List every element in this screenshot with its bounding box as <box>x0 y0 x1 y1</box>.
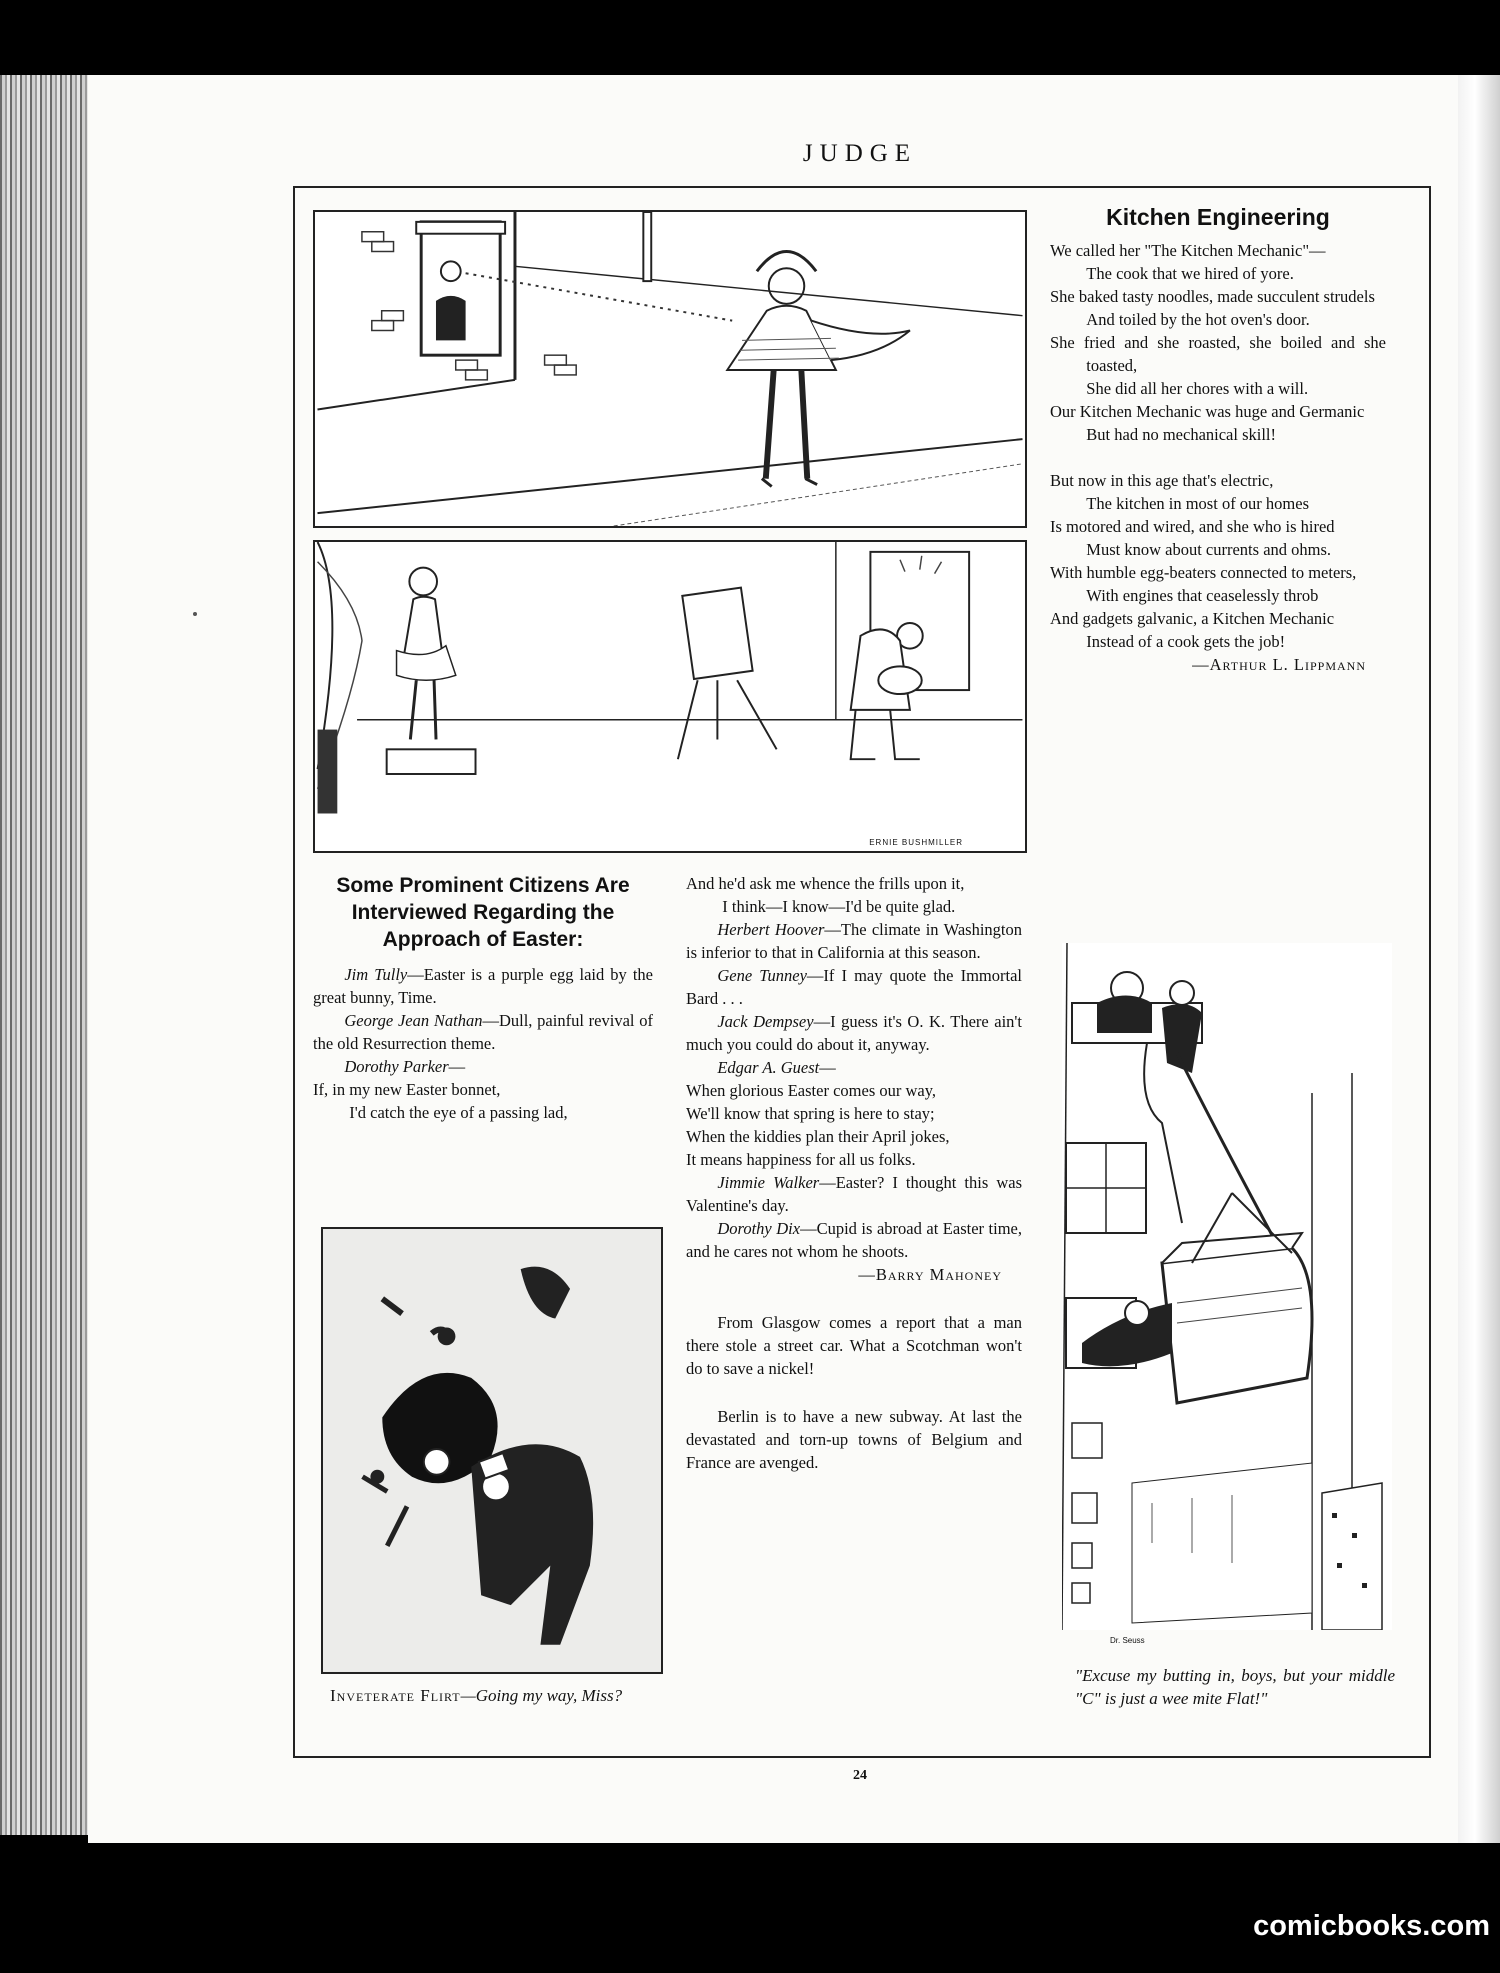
verse-line: If, in my new Easter bonnet, <box>313 1080 501 1099</box>
verse-line: We'll know that spring is here to stay; <box>686 1104 935 1123</box>
poem-line: With humble egg-beaters connected to meters, <box>1050 563 1357 582</box>
name-tully: Jim Tully <box>344 965 408 984</box>
panel-signature: ERNIE BUSHMILLER <box>869 838 963 847</box>
interviews-attribution: —Barry Mahoney <box>858 1265 1002 1284</box>
text-nathan: —Dull, painful revival of the old Resurrection theme. <box>313 1011 653 1053</box>
flirt-caption-title: Inveterate Flirt <box>330 1686 461 1705</box>
scan-speck <box>193 612 197 616</box>
text-dix: —Cupid is abroad at Easter time, and he cares not whom he shoots. <box>686 1219 1022 1261</box>
poem-line: And toiled by the hot oven's door. <box>1086 310 1310 329</box>
kitchen-poem-column <box>1050 204 1386 676</box>
poem-line: She did all her chores with a will. <box>1086 379 1309 398</box>
piano-hoist-icon <box>1062 943 1392 1630</box>
poem-line: But now in this age that's electric, <box>1050 471 1274 490</box>
dash-guest: — <box>819 1058 836 1077</box>
entry-hoover <box>686 918 1022 964</box>
name-guest: Edgar A. Guest <box>717 1058 820 1077</box>
artist-and-model-icon <box>315 542 1025 851</box>
poem-line: Must know about currents and ohms. <box>1086 540 1332 559</box>
poem-line: With engines that ceaselessly throb <box>1086 586 1319 605</box>
falling-couple-icon <box>323 1229 661 1672</box>
entry-dempsey <box>686 1010 1022 1056</box>
squib-berlin: Berlin is to have a new subway. At last the devastated and torn-up towns of Belgium and France are avenged. <box>686 1407 1022 1472</box>
entry-nathan <box>313 1009 653 1055</box>
entry-tunney <box>686 964 1022 1010</box>
verse-line: I'd catch the eye of a passing lad, <box>349 1103 568 1122</box>
kitchen-title: Kitchen Engineering <box>1106 204 1330 230</box>
name-walker: Jimmie Walker <box>717 1173 820 1192</box>
text-hoover: —The climate in Washington is inferior to that in California at this season. <box>686 920 1022 962</box>
name-nathan: George Jean Nathan <box>344 1011 483 1030</box>
poem-line: Our Kitchen Mechanic was huge and Germanic <box>1050 402 1365 421</box>
entry-guest <box>686 1056 1022 1079</box>
cartoon-inveterate-flirt <box>321 1227 663 1674</box>
interviews-column-middle <box>686 872 1022 1474</box>
dash-parker: — <box>448 1057 466 1076</box>
squib-glasgow: From Glasgow comes a report that a man there stole a street car. What a Scotchman won't do to save a nickel! <box>686 1313 1022 1378</box>
cartoon-panel-artist-studio <box>313 540 1027 853</box>
entry-tully <box>313 963 653 1009</box>
poem-line: Instead of a cook gets the job! <box>1086 632 1286 651</box>
verse-line: I think—I know—I'd be quite glad. <box>722 897 956 916</box>
kitchen-attribution: —Arthur L. Lippmann <box>1192 655 1366 674</box>
poem-line: We called her "The Kitchen Mechanic"— <box>1050 241 1326 260</box>
text-tully: —Easter is a purple egg laid by the great bunny, Time. <box>313 965 653 1007</box>
poem-line: The kitchen in most of our homes <box>1086 494 1310 513</box>
interviews-column-left <box>313 872 653 1124</box>
cartoon-panel-window-watcher <box>313 210 1027 528</box>
name-tunney: Gene Tunney <box>717 966 807 985</box>
piano-signature: Dr. Seuss <box>1110 1636 1145 1645</box>
entry-walker <box>686 1171 1022 1217</box>
text-dempsey: —I guess it's O. K. There ain't much you could do about it, anyway. <box>686 1012 1022 1054</box>
masthead: JUDGE <box>802 140 918 167</box>
verse-line: And he'd ask me whence the frills upon it, <box>686 874 965 893</box>
text-walker: —Easter? I thought this was Valentine's day. <box>686 1173 1023 1215</box>
piano-caption: "Excuse my butting in, boys, but your middle "C" is just a wee mite Flat!" <box>1075 1666 1395 1708</box>
name-dempsey: Jack Dempsey <box>717 1012 814 1031</box>
watermark: comicbooks.com <box>1253 1910 1490 1942</box>
poem-line: Is motored and wired, and she who is hired <box>1050 517 1335 536</box>
verse-line: It means happiness for all us folks. <box>686 1150 916 1169</box>
poem-line: She baked tasty noodles, made succulent strudels <box>1050 287 1375 306</box>
name-parker: Dorothy Parker <box>344 1057 449 1076</box>
poem-line: She fried and she roasted, she boiled and she toasted, <box>1050 333 1386 375</box>
book-page-edges <box>0 75 95 1835</box>
interviews-headline: Some Prominent Citizens Are Interviewed Regarding the Approach of Easter: <box>336 874 630 951</box>
poem-line: And gadgets galvanic, a Kitchen Mechanic <box>1050 609 1335 628</box>
window-and-girl-icon <box>315 212 1025 526</box>
name-hoover: Herbert Hoover <box>717 920 825 939</box>
entry-parker <box>313 1055 653 1078</box>
flirt-caption <box>330 1684 660 1707</box>
verse-line: When the kiddies plan their April jokes, <box>686 1127 950 1146</box>
text-tunney: —If I may quote the Immortal Bard . . . <box>686 966 1022 1008</box>
poem-line: The cook that we hired of yore. <box>1086 264 1294 283</box>
cartoon-piano-hoist <box>1062 943 1392 1630</box>
poem-line: But had no mechanical skill! <box>1086 425 1276 444</box>
verse-line: When glorious Easter comes our way, <box>686 1081 937 1100</box>
name-dix: Dorothy Dix <box>717 1219 801 1238</box>
page-number: 24 <box>853 1768 867 1783</box>
flirt-caption-text: —Going my way, Miss? <box>460 1686 623 1705</box>
entry-dix <box>686 1217 1022 1263</box>
facing-page-edge <box>1458 75 1500 1843</box>
